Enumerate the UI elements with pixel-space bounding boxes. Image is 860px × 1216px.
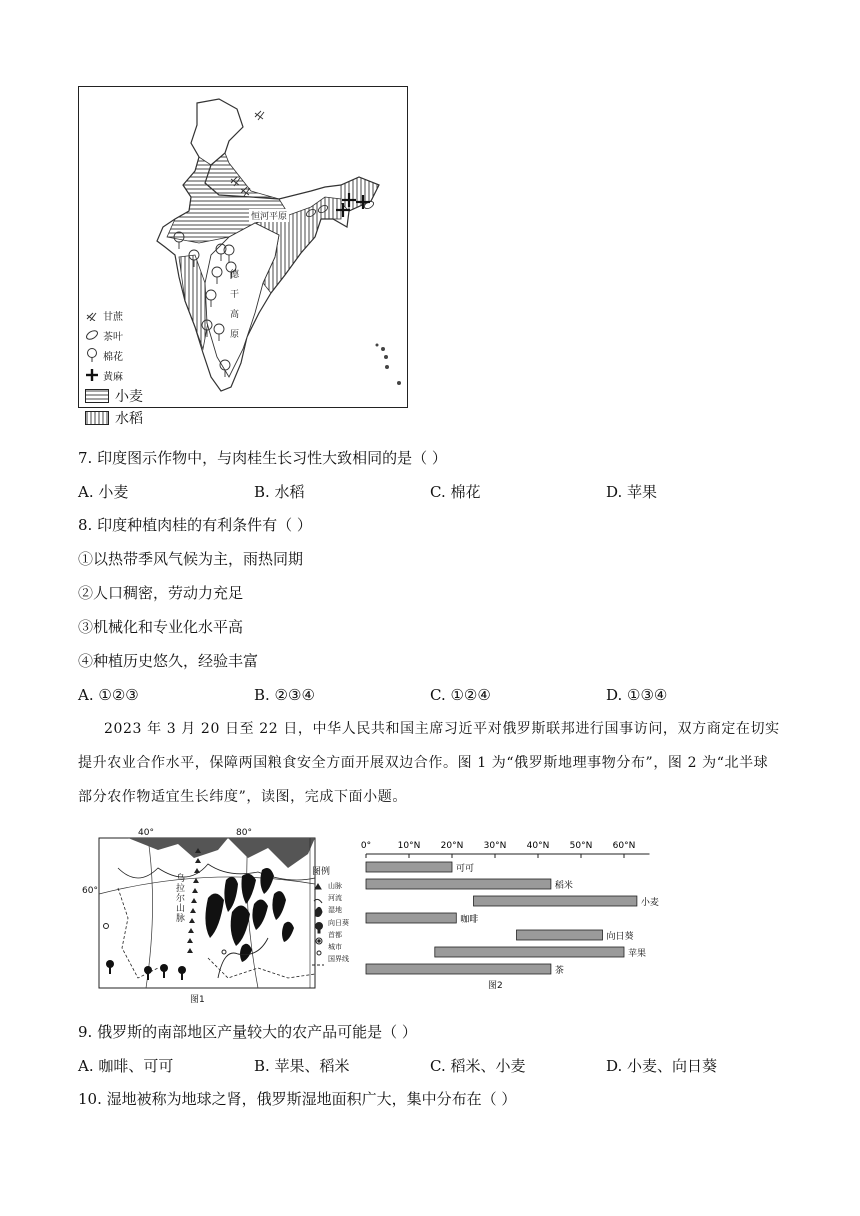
fig1-ural-label: 乌拉尔山脉 [176,874,186,924]
legend-rice: 水稻 [115,411,143,427]
bar-label-3: 咖啡 [460,915,479,925]
map1-legend [85,305,165,429]
q8-item-2: ②人口稠密，劳动力充足 [78,584,244,602]
chart-bars [366,862,659,976]
russia-map-figure [82,828,354,1005]
bar-label-6: 茶 [554,966,564,976]
fig1-legend-title: 图例 [312,867,331,877]
fig1-legend-labels [328,880,349,965]
question-7-stem: 7. 印度图示作物中，与肉桂生长习性大致相同的是（ ） [78,449,447,467]
passage-line-1: 2023 年 3 月 20 日至 22 日，中华人民共和国主席习近平对俄罗斯联邦进行国事访问，双方商定在切实 [104,721,780,737]
x-tick-label: 10°N [397,841,421,851]
x-tick-label: 0° [360,841,372,851]
legend-sugarcane: 甘蔗 [103,311,123,323]
q8-option-b: B. ②③④ [254,686,315,704]
russia-map-svg [98,828,354,1004]
fig1-legend-mountain: 山脉 [328,882,342,890]
fig1-legend-capital: 首都 [328,930,342,939]
q8-option-c: C. ①②④ [430,686,491,704]
legend-tea: 茶叶 [103,331,123,343]
deccan-label-2: 干 [230,290,240,300]
passage-line-3: 部分农作物适宜生长纬度”，读图，完成下面小题。 [78,789,407,805]
fig1-caption: 图1 [190,995,205,1005]
chart-axis [361,841,650,858]
bar-label-5: 苹果 [628,949,647,959]
legend-cotton: 棉花 [103,351,123,363]
deccan-label-1: 德 [230,270,240,280]
bar-label-4: 向日葵 [606,932,634,942]
fig1-legend-border: 国界线 [328,955,349,964]
jute-icon [85,368,99,382]
fig1-legend-wetland: 湿地 [328,906,342,915]
fig1-lon-80: 80° [236,828,252,838]
q9-option-c: C. 稻米、小麦 [430,1057,526,1075]
x-tick-label: 20°N [440,841,464,851]
x-tick-label: 30°N [483,841,507,851]
latitude-chart-svg [360,836,660,996]
q7-option-a: A. 小麦 [78,483,129,501]
question-8-stem: 8. 印度种植肉桂的有利条件有（ ） [78,516,312,534]
bar-6 [366,964,551,974]
q7-option-d: D. 苹果 [606,483,658,501]
fig1-legend-city: 城市 [328,943,342,952]
india-crop-map [78,86,408,427]
cotton-icon [85,348,99,362]
fig2-caption: 图2 [488,981,503,991]
legend-jute: 黄麻 [103,371,123,383]
q7-option-b: B. 水稻 [254,483,305,501]
x-tick-label: 40°N [526,841,550,851]
sugarcane-icon [85,309,99,321]
q9-option-d: D. 小麦、向日葵 [606,1057,718,1075]
bar-4 [517,930,603,940]
fig1-lat-60: 60° [82,886,98,896]
fig1-lon-40: 40° [138,828,154,838]
bar-label-2: 小麦 [640,898,659,908]
q8-item-1: ①以热带季风气候为主，雨热同期 [78,550,304,568]
deccan-label-3: 高 [230,310,240,320]
q9-option-a: A. 咖啡、可可 [78,1057,174,1075]
gangetic-plain-label: 恒河平原 [249,209,289,222]
q8-option-a: A. ①②③ [78,686,139,704]
x-tick-label: 60°N [612,841,636,851]
q7-option-c: C. 棉花 [430,483,481,501]
rice-swatch [85,411,109,425]
bar-2 [474,896,637,906]
x-tick-label: 50°N [569,841,593,851]
question-10-stem: 10. 湿地被称为地球之肾，俄罗斯湿地面积广大，集中分布在（ ） [78,1090,517,1108]
question-9-stem: 9. 俄罗斯的南部地区产量较大的农产品可能是（ ） [78,1023,417,1041]
legend-wheat: 小麦 [115,389,143,405]
bar-1 [366,879,551,889]
bar-0 [366,862,452,872]
fig1-legend-sunflower: 向日葵 [328,918,349,927]
passage-line-2: 提升农业合作水平，保障两国粮食安全方面开展双边合作。图 1 为“俄罗斯地理事物分布”，图 2 为“北半球 [78,755,769,771]
q8-item-3: ③机械化和专业化水平高 [78,618,244,636]
deccan-label-4: 原 [230,330,240,340]
bar-3 [366,913,456,923]
bar-5 [435,947,624,957]
tea-icon [85,329,99,341]
q8-item-4: ④种植历史悠久，经验丰富 [78,652,259,670]
bar-label-1: 稻米 [554,881,573,891]
bar-label-0: 可可 [456,864,475,874]
latitude-range-chart [360,836,660,996]
fig1-legend-river: 河流 [328,894,342,903]
wheat-swatch [85,389,109,403]
q8-option-d: D. ①③④ [606,686,668,704]
q9-option-b: B. 苹果、稻米 [254,1057,350,1075]
